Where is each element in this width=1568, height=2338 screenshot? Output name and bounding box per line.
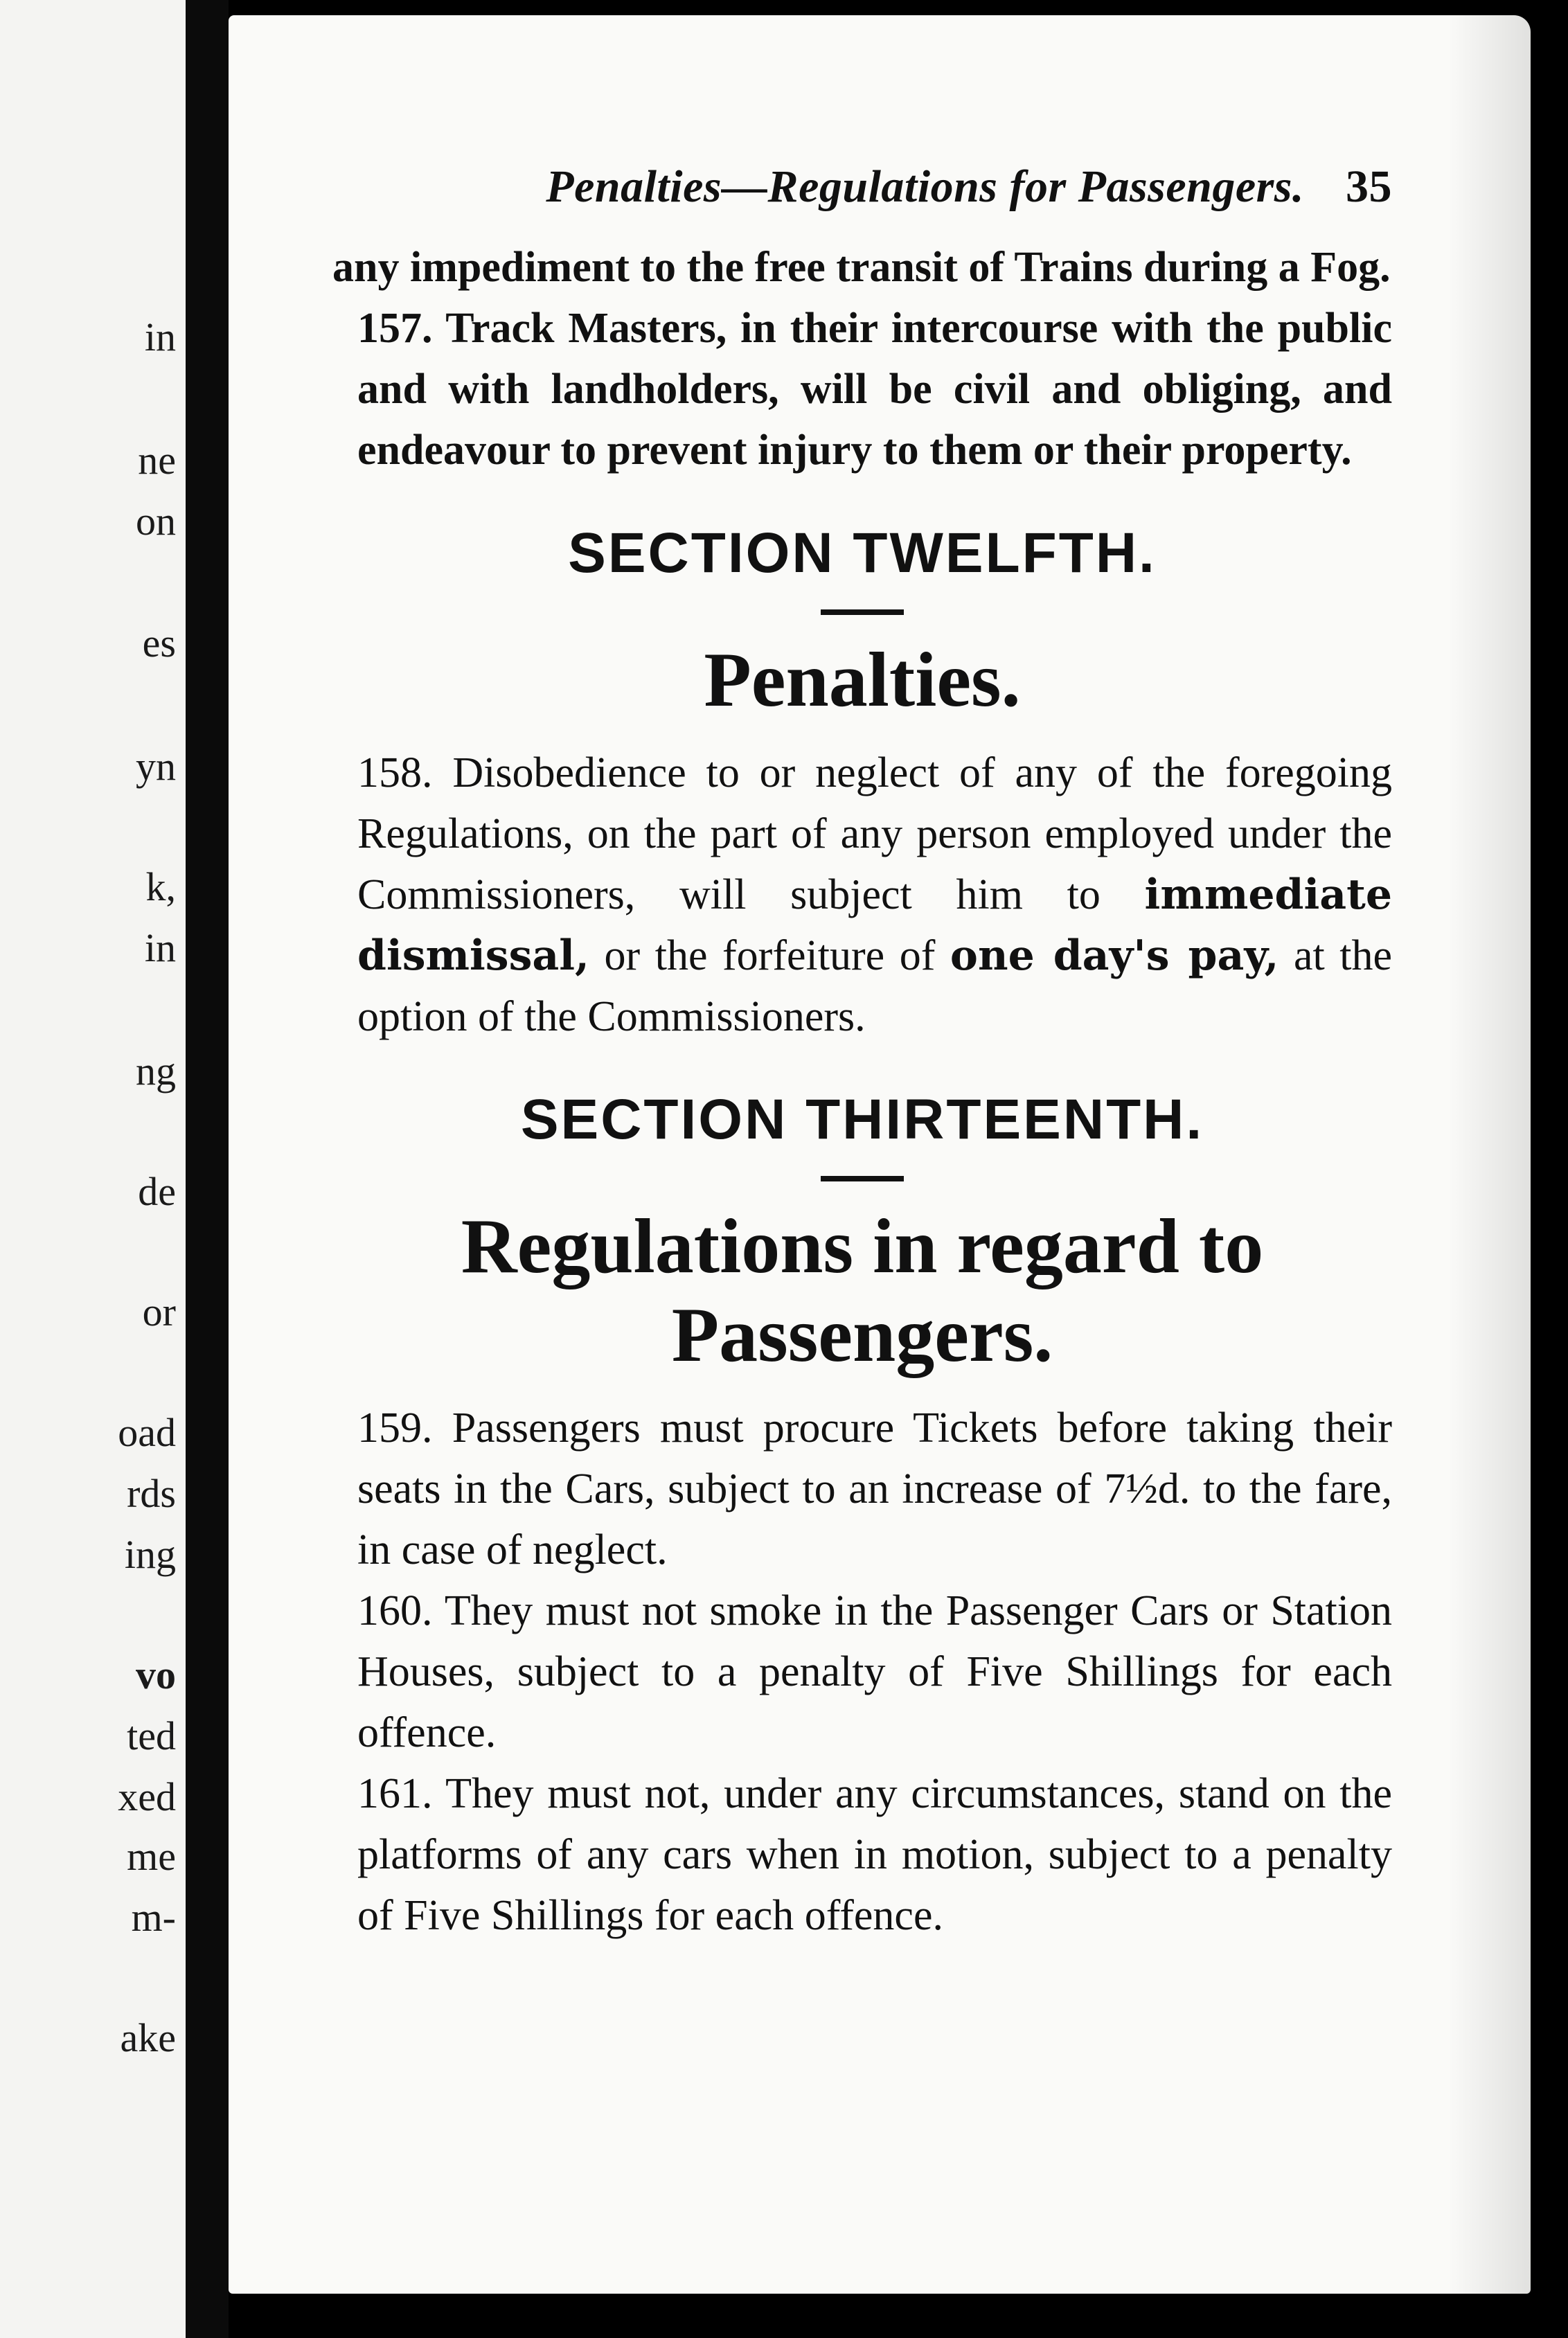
section-rule — [821, 609, 904, 615]
paragraph-text: Passengers must procure Tickets before taking their seats in the Cars, subject to an increase of 7½d. to the fare, in case of neglect. — [357, 1404, 1392, 1573]
facing-page-text: m- — [131, 1895, 176, 1940]
emphasis-text: immediate dismissal, — [357, 871, 1392, 980]
paragraph-161 — [332, 1763, 1392, 1946]
paragraph-text: at the option of the Commissioners. — [357, 932, 1393, 1040]
paragraph-text: or the forfeiture of — [604, 932, 936, 979]
facing-page-text: rds — [127, 1471, 176, 1516]
facing-page-text: k, — [145, 864, 176, 909]
facing-page-text: xed — [118, 1774, 176, 1819]
facing-page-text: yn — [136, 744, 176, 789]
section-heading: SECTION TWELFTH. — [568, 521, 1157, 584]
paragraph-number: 159. — [357, 1404, 433, 1452]
facing-page-text: ng — [136, 1048, 176, 1094]
paragraph-number: 161. — [357, 1770, 433, 1817]
emphasis-text: one day's pay, — [950, 931, 1279, 980]
facing-page-text: on — [136, 499, 176, 544]
facing-page-fragment — [0, 0, 186, 2338]
facing-page-text: ing — [124, 1532, 176, 1577]
book-gutter — [186, 0, 229, 2338]
paragraph-text: Track Masters, in their intercourse with the public and with landholders, will be civil and obliging, and endeavour to prevent injury to them or their property. — [357, 305, 1392, 474]
paragraph-160 — [332, 1580, 1392, 1763]
facing-page-text: es — [142, 621, 176, 666]
running-head — [332, 161, 1392, 237]
section-heading: SECTION THIRTEENTH. — [520, 1088, 1204, 1151]
section-title-line: Passengers. — [671, 1292, 1053, 1378]
paragraph-number: 157. — [357, 305, 433, 352]
facing-page-text: in — [144, 925, 176, 970]
facing-page-text: in — [144, 314, 176, 359]
facing-page-text: vo — [136, 1652, 176, 1697]
paragraph-159 — [332, 1398, 1392, 1580]
paragraph-158 — [332, 742, 1392, 1047]
facing-page-text: ted — [127, 1713, 176, 1758]
facing-page-text: oad — [118, 1410, 176, 1455]
paragraph-text: Disobedience to or neglect of any of the foregoing Regulations, on the part of any person employed under the Commissioners, will subject him to — [357, 749, 1392, 918]
continuation-paragraph: any impediment to the free transit of Trains during a Fog. — [332, 244, 1391, 291]
facing-page-text: de — [138, 1169, 176, 1214]
facing-page-text: ake — [120, 2015, 176, 2060]
page-number: 35 — [1346, 161, 1392, 212]
section-rule — [821, 1176, 904, 1181]
section-title-line: Regulations in regard to — [461, 1204, 1264, 1290]
facing-page-text: me — [127, 1834, 176, 1879]
facing-page-text: or — [142, 1290, 176, 1335]
paragraph-number: 160. — [357, 1587, 433, 1634]
page-edge-shadow — [1447, 15, 1531, 2294]
section-title: Penalties. — [704, 637, 1021, 723]
book-page — [229, 15, 1531, 2294]
paragraph-157 — [332, 298, 1392, 481]
paragraph-text: They must not smoke in the Passenger Cars or Station Houses, subject to a penalty of Five Shillings for each offence. — [357, 1587, 1392, 1756]
paragraph-number: 158. — [357, 749, 433, 796]
running-head-title: Penalties—Regulations for Passengers. — [546, 161, 1304, 212]
page-content — [332, 161, 1392, 1946]
section-title — [332, 1202, 1392, 1380]
facing-page-text: ne — [138, 438, 176, 483]
paragraph-text: They must not, under any circumstances, stand on the platforms of any cars when in motion, subject to a penalty of Five Shillings for each offence. — [357, 1770, 1392, 1939]
